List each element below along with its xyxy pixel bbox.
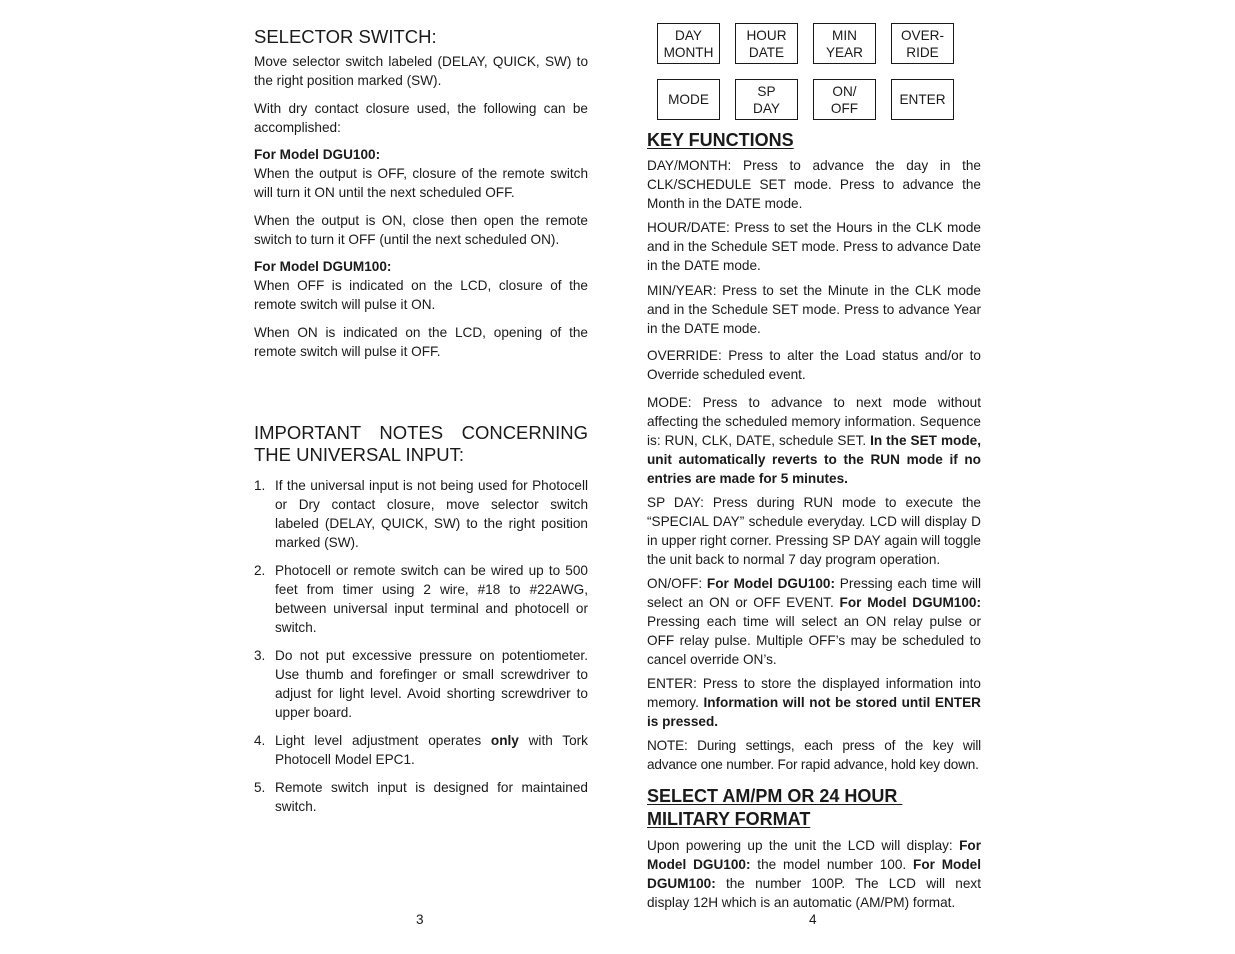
dgum100-heading: For Model DGUM100:: [254, 259, 392, 274]
page-number-left: 3: [416, 912, 424, 927]
key-override: [891, 23, 954, 64]
key-label-line-1: DAY: [675, 27, 702, 43]
format-title: [647, 785, 981, 831]
key-min-year: [813, 23, 876, 64]
key-label-line-1: MIN: [832, 27, 857, 43]
mode-bold-text: In the SET mode, unit automatically reverts to the RUN mode if no entries are made for 5 minutes.: [647, 433, 981, 486]
list-text: Remote switch input is designed for maintained switch.: [275, 780, 588, 814]
key-functions-title: KEY FUNCTIONS: [647, 130, 794, 150]
list-text-emphasis: only: [490, 733, 519, 748]
on-off-label: ON/OFF:: [647, 576, 707, 591]
on-off-description: [647, 574, 981, 669]
key-label-line-1: ON/: [832, 83, 857, 99]
list-item: [254, 476, 588, 552]
format-text-3: the number 100P. The LCD will next display 12H which is an automatic (AM/PM) format.: [647, 876, 981, 910]
key-label-line-1: ENTER: [899, 92, 946, 107]
selector-paragraph-1: Move selector switch labeled (DELAY, QUICK, SW) to the right position marked (SW).: [254, 54, 588, 88]
format-text-1: Upon powering up the unit the LCD will display:: [647, 838, 960, 853]
key-label-line-2: RIDE: [906, 44, 939, 60]
note-paragraph: NOTE: During settings, each press of the key will advance one number. For rapid advance, hold key down.: [647, 738, 981, 772]
key-label-line-2: DATE: [748, 44, 785, 60]
enter-text: ENTER: Press to store the displayed information into memory.: [647, 676, 981, 710]
dgu100-paragraph-2: When the output is ON, close then open the remote switch to turn it OFF (until the next scheduled ON).: [254, 213, 588, 247]
key-mode: [657, 79, 720, 120]
list-item: [254, 778, 588, 816]
format-title-line-2: MILITARY FORMAT: [647, 809, 811, 829]
list-text: If the universal input is not being used for Photocell or Dry contact closure, move selector switch labeled (DELAY, QUICK, SW) to the right position marked (SW).: [275, 478, 588, 550]
page-number-right: 4: [809, 912, 817, 927]
selector-paragraph-2: With dry contact closure used, the following can be accomplished:: [254, 101, 588, 135]
format-dgum100: For Model DGUM100:: [647, 857, 981, 891]
format-description: [647, 836, 981, 912]
key-label-line-1: OVER-: [900, 27, 945, 43]
key-label-line-1: SP: [757, 83, 776, 99]
list-number: 5.: [254, 780, 266, 795]
key-label-line-1: MODE: [668, 92, 709, 107]
key-day-month: [657, 23, 720, 64]
dgu100-paragraph-1: When the output is OFF, closure of the remote switch will turn it ON until the next scheduled OFF.: [254, 166, 588, 200]
list-item: [254, 646, 588, 722]
list-number: 2.: [254, 563, 266, 578]
key-label-line-2: OFF: [830, 100, 859, 116]
list-number: 1.: [254, 478, 266, 493]
dgum100-paragraph-1: When OFF is indicated on the LCD, closure of the remote switch will pulse it ON.: [254, 278, 588, 312]
dgu100-heading: For Model DGU100:: [254, 147, 381, 162]
on-off-dgu100: For Model DGU100:: [706, 576, 836, 591]
list-number: 3.: [254, 648, 266, 663]
enter-bold-text: Information will not be stored until ENTER is pressed.: [647, 695, 981, 729]
on-off-text-1: Pressing each time will select an ON or OFF EVENT.: [647, 576, 982, 610]
list-item: [254, 731, 588, 769]
notes-title-line-1: IMPORTANT NOTES CONCERNING: [254, 422, 588, 443]
key-sp-day: [735, 79, 798, 120]
selector-switch-title: SELECTOR SWITCH:: [254, 26, 437, 47]
key-hour-date: [735, 23, 798, 64]
list-text-start: Light level adjustment operates: [275, 733, 491, 748]
key-on-off: [813, 79, 876, 120]
override-description: OVERRIDE: Press to alter the Load status and/or to Override scheduled event.: [647, 348, 981, 382]
key-label-line-2: DAY: [753, 100, 780, 116]
mode-description: [647, 393, 981, 488]
format-title-line-1: SELECT AM/PM OR 24 HOUR: [647, 786, 903, 806]
list-item: [254, 561, 588, 637]
mode-text: MODE: Press to advance to next mode without affecting the scheduled memory information. Sequence is: RUN, CLK, DATE, schedule SET.: [647, 395, 981, 448]
format-text-2: the model number 100.: [750, 857, 914, 872]
enter-description: [647, 674, 981, 731]
dgum100-paragraph-2: When ON is indicated on the LCD, opening of the remote switch will pulse it OFF.: [254, 325, 588, 359]
list-text: Do not put excessive pressure on potentiometer. Use thumb and forefinger or small screwdriver to adjust for light level. Avoid shorting screwdriver to upper board.: [275, 648, 588, 720]
list-number: 4.: [254, 733, 266, 748]
sp-day-description: SP DAY: Press during RUN mode to execute the “SPECIAL DAY” schedule everyday. LCD will display D in upper right corner. Pressing SP DAY again will toggle the unit back to normal 7 day program operation.: [647, 495, 981, 567]
min-year-description: MIN/YEAR: Press to set the Minute in the CLK mode and in the Schedule SET mode. Press to advance Year in the DATE mode.: [647, 283, 981, 336]
notes-list: [254, 476, 588, 816]
day-month-description: DAY/MONTH: Press to advance the day in the CLK/SCHEDULE SET mode. Press to advance the Month in the DATE mode.: [647, 158, 981, 211]
list-text-end: with Tork Photocell Model EPC1.: [275, 733, 588, 767]
list-text: Photocell or remote switch can be wired up to 500 feet from timer using 2 wire, #18 to #22AWG, between universal input terminal and photocell or switch.: [275, 563, 588, 635]
on-off-dgum100: For Model DGUM100:: [839, 595, 981, 610]
notes-title-line-2: THE UNIVERSAL INPUT:: [254, 444, 465, 465]
key-label-line-2: MONTH: [663, 44, 714, 60]
key-label-line-2: YEAR: [825, 44, 864, 60]
on-off-text-2: Pressing each time will select an ON relay pulse or OFF relay pulse. Multiple OFF’s may be scheduled to cancel override ON’s.: [647, 614, 981, 667]
hour-date-description: HOUR/DATE: Press to set the Hours in the CLK mode and in the Schedule SET mode. Press to advance Date in the DATE mode.: [647, 220, 981, 273]
key-enter: [891, 79, 954, 120]
key-label-line-1: HOUR: [746, 27, 787, 43]
format-dgu100: For Model DGU100:: [647, 838, 981, 872]
important-notes-title: [254, 422, 588, 466]
